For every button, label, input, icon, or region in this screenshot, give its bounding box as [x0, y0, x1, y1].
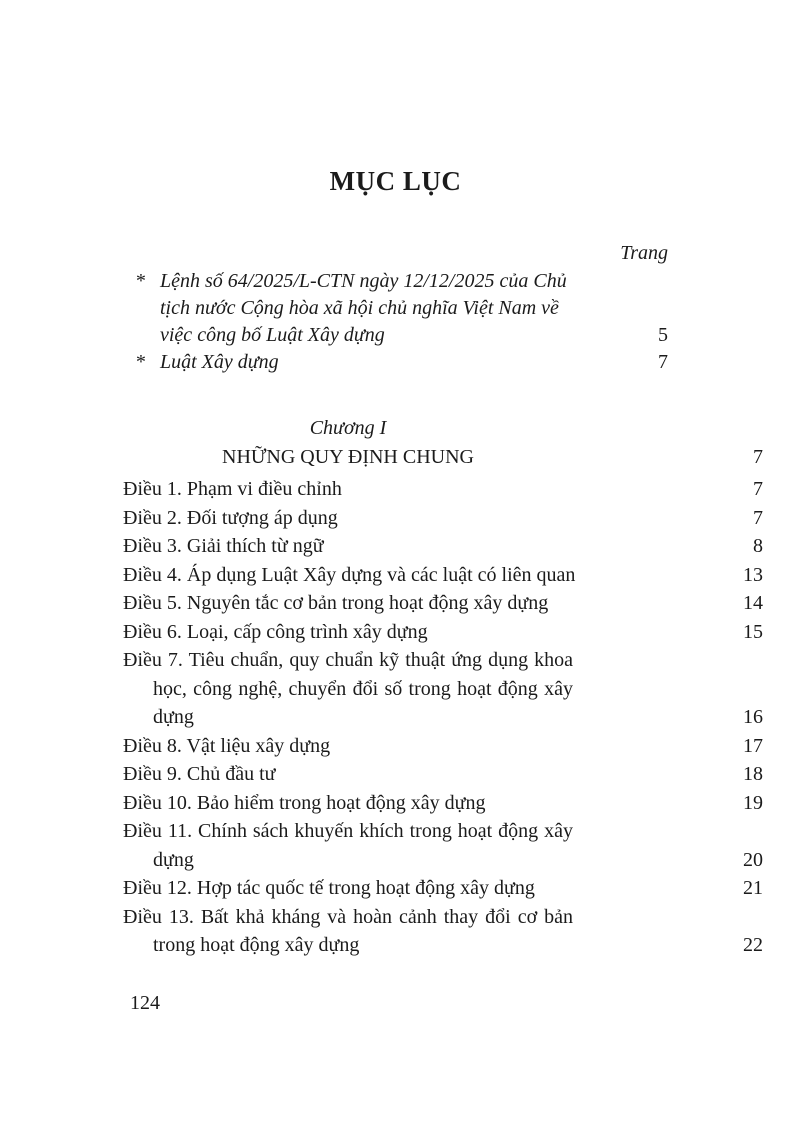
item-page-number: 14: [743, 592, 763, 614]
item-page-number: 5: [658, 324, 668, 346]
item-page-number: 7: [753, 478, 763, 500]
item-text: Điều 12. Hợp tác quốc tế trong hoạt động xây dựng: [123, 877, 535, 899]
item-text: Điều 3. Giải thích từ ngữ: [123, 535, 324, 557]
item-page-number: 18: [743, 763, 763, 785]
asterisk-marker: *: [135, 270, 145, 292]
chapter-heading: [123, 414, 763, 471]
item-page-number: 7: [753, 445, 763, 468]
toc-article-row: [123, 874, 763, 903]
item-page-number: 13: [743, 563, 763, 586]
item-text: Điều 13. Bất khả kháng và hoàn cảnh thay đổi cơ bản trong hoạt động xây dựng: [123, 905, 573, 956]
article-list: [123, 475, 763, 960]
item-text: Điều 11. Chính sách khuyến khích trong hoạt động xây dựng: [123, 820, 573, 871]
chapter-title-row: [123, 443, 763, 472]
item-text: Điều 8. Vật liệu xây dựng: [123, 734, 331, 757]
item-text: Điều 9. Chủ đầu tư: [123, 763, 276, 785]
item-text: Lệnh số 64/2025/L-CTN ngày 12/12/2025 của Chủ tịch nước Cộng hòa xã hội chủ nghĩa Việt Nam về việc công bố Luật Xây dựng: [160, 270, 567, 346]
toc-front-item: [123, 268, 668, 349]
toc-article-row: [123, 618, 763, 647]
page-title: MỤC LỤC: [329, 166, 462, 196]
item-page-number: 16: [743, 706, 763, 728]
item-page-number: 21: [743, 877, 763, 899]
item-text: Điều 4. Áp dụng Luật Xây dựng và các luật có liên quan: [123, 563, 576, 586]
toc-article-row: [123, 817, 763, 874]
item-text: Điều 6. Loại, cấp công trình xây dựng: [123, 620, 428, 643]
item-page-number: 8: [753, 535, 763, 557]
toc-article-row: [123, 532, 763, 561]
item-text: Điều 7. Tiêu chuẩn, quy chuẩn kỹ thuật ứng dụng khoa học, công nghệ, chuyển đổi số trong hoạt động xây dựng: [123, 649, 573, 728]
item-text: Điều 5. Nguyên tắc cơ bản trong hoạt động xây dựng: [123, 592, 549, 614]
toc-article-row: [123, 475, 763, 504]
toc-article-row: [123, 789, 763, 818]
item-page-number: 15: [743, 620, 763, 643]
asterisk-marker: *: [135, 351, 145, 373]
column-header-trang: Trang: [620, 242, 668, 264]
toc-article-row: [123, 646, 763, 732]
item-page-number: 7: [753, 506, 763, 529]
chapter-title: NHỮNG QUY ĐỊNH CHUNG: [222, 445, 474, 468]
front-matter-list: [123, 268, 668, 376]
item-text: Điều 2. Đối tượng áp dụng: [123, 506, 338, 529]
footer-page-number: 124: [130, 992, 160, 1014]
item-page-number: 19: [743, 791, 763, 814]
item-page-number: 17: [743, 734, 763, 757]
toc-front-item: [123, 349, 668, 376]
toc-article-row: [123, 589, 763, 618]
chapter-label: Chương I: [309, 417, 387, 439]
toc-article-row: [123, 760, 763, 789]
item-page-number: 20: [743, 848, 763, 871]
item-text: Điều 1. Phạm vi điều chỉnh: [123, 478, 342, 500]
toc-page: [123, 0, 763, 1014]
toc-article-row: [123, 561, 763, 590]
toc-article-row: [123, 732, 763, 761]
item-page-number: 22: [743, 934, 763, 956]
item-text: Luật Xây dựng: [160, 351, 279, 373]
toc-article-row: [123, 504, 763, 533]
item-page-number: 7: [658, 351, 668, 373]
toc-article-row: [123, 903, 763, 960]
item-text: Điều 10. Bảo hiểm trong hoạt động xây dựng: [123, 791, 486, 814]
